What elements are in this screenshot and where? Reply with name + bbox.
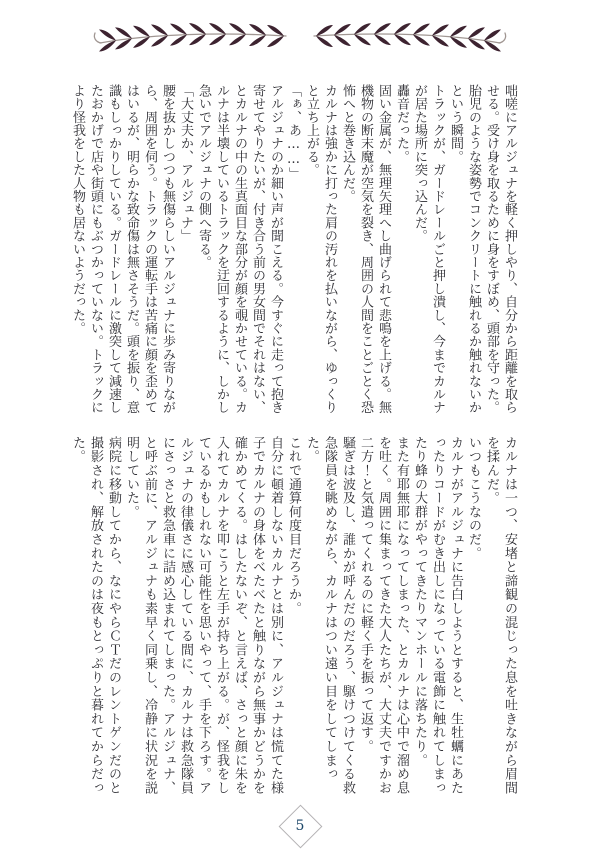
- laurel-left-branch: [94, 23, 286, 51]
- laurel-divider-decoration: [90, 20, 510, 54]
- paragraph: 轟音だった。: [394, 84, 409, 164]
- paragraph: また有耶無耶になってしまった、とカルナは心中で溜め息を吐く。周囲に集まってきた大人たちが、大丈夫ですかお二方！と気遣ってくれるのに軽く手を振って返す。: [358, 436, 409, 795]
- paragraph: カルナは強かに打った肩の汚れを払いながら、ゆっくりと立ち上がる。: [304, 84, 337, 414]
- text-section-top: [58, 84, 518, 424]
- laurel-right-branch: [314, 23, 506, 51]
- paragraph: 病院に移動してから、なにやらＣＴだのレントゲンだのと撮影され、解放されたのは夜もとっぷりと暮れてからだった。: [70, 436, 121, 795]
- paragraph: カルナがアルジュナに告白しようとすると、生牡蠣にあたったりコードがむき出しになっている電飾に触れてしまったり蜂の大群がやってきたりマンホールに落ちたり。: [412, 436, 463, 795]
- paragraph: 固い金属が、無理矢理へし曲げられて悲鳴を上げる。無機物の断末魔が空気を裂き、周囲の人間をことごとく恐怖へと巻き込んだ。: [340, 84, 391, 414]
- page-number: 5: [295, 818, 305, 834]
- paragraph-dialogue: 「大丈夫か、アルジュナ」: [178, 84, 193, 243]
- paragraph: 腰を抜かしつつも無傷らしいアルジュナに歩み寄りながら、周囲を伺う。トラックの運転手は苦痛に顔を歪めてはいるが、明らかな致命傷は無さそうだ。頭を振り、意識もしっかりしている。ガードレールに激突して減速したおかげで店や街頭にもぶつかっていない。トラックにより怪我をした人物も居ないようだった。: [70, 84, 175, 414]
- paragraph: これで通算何度目だろうか。: [286, 436, 301, 616]
- paragraph: トラックが、ガードレールごと押し潰し、今までカルナが居た場所に突っ込んだ。: [412, 84, 445, 414]
- paragraph: いつもこうなのだ。: [466, 436, 481, 561]
- paragraph: カルナは一つ、安堵と諦観の混じった息を吐きながら眉間を揉んだ。: [484, 436, 517, 795]
- laurel-branches-icon: [90, 20, 510, 54]
- paragraph: 咄嗟にアルジュナを軽く押しやり、自分から距離を取らせる。受け身を取るために身をすぼめ、頭部を守った。胎児のような姿勢でコンクリートに触れるか触れないかという瞬間。: [448, 84, 517, 414]
- paragraph: 自分に頓着しないカルナとは別に、アルジュナは慌てた様子でカルナの身体をべたべたと触りながら無事かどうかを確かめてくる。はしたないぞ、と言えば、さっと顔に朱を入れてカルナを叩こうと左手が持ち上がる。が、怪我をしているかもしれない可能性を思いやって、手を下ろす。アルジュナの律儀さに感心している間に、カルナは救急隊員にさっさと救急車に詰め込まれてしまった。アルジュナ、と呼ぶ前に、アルジュナも素早く同乗し、冷静に状況を説明していた。: [124, 436, 283, 795]
- text-section-bottom: [58, 436, 518, 799]
- paragraph-dialogue: 「ぁ、あ……」: [286, 84, 301, 181]
- paragraph: アルジュナのか細い声が聞こえる。今すぐに走って抱き寄せてやりたいが、付き合う前の男女間でそれはない、とカルナの中の生真面目な部分が顔を覗かせている。カルナは半壊しているトラックを迂回するように、しかし急いでアルジュナの側へ寄る。: [196, 84, 283, 414]
- page-number-badge: [277, 803, 323, 849]
- paragraph: 騒ぎは波及し、誰かが呼んだのだろう、駆けつけてくる救急隊員を眺めながら、カルナはつい遠い目をしてしまった。: [304, 436, 355, 795]
